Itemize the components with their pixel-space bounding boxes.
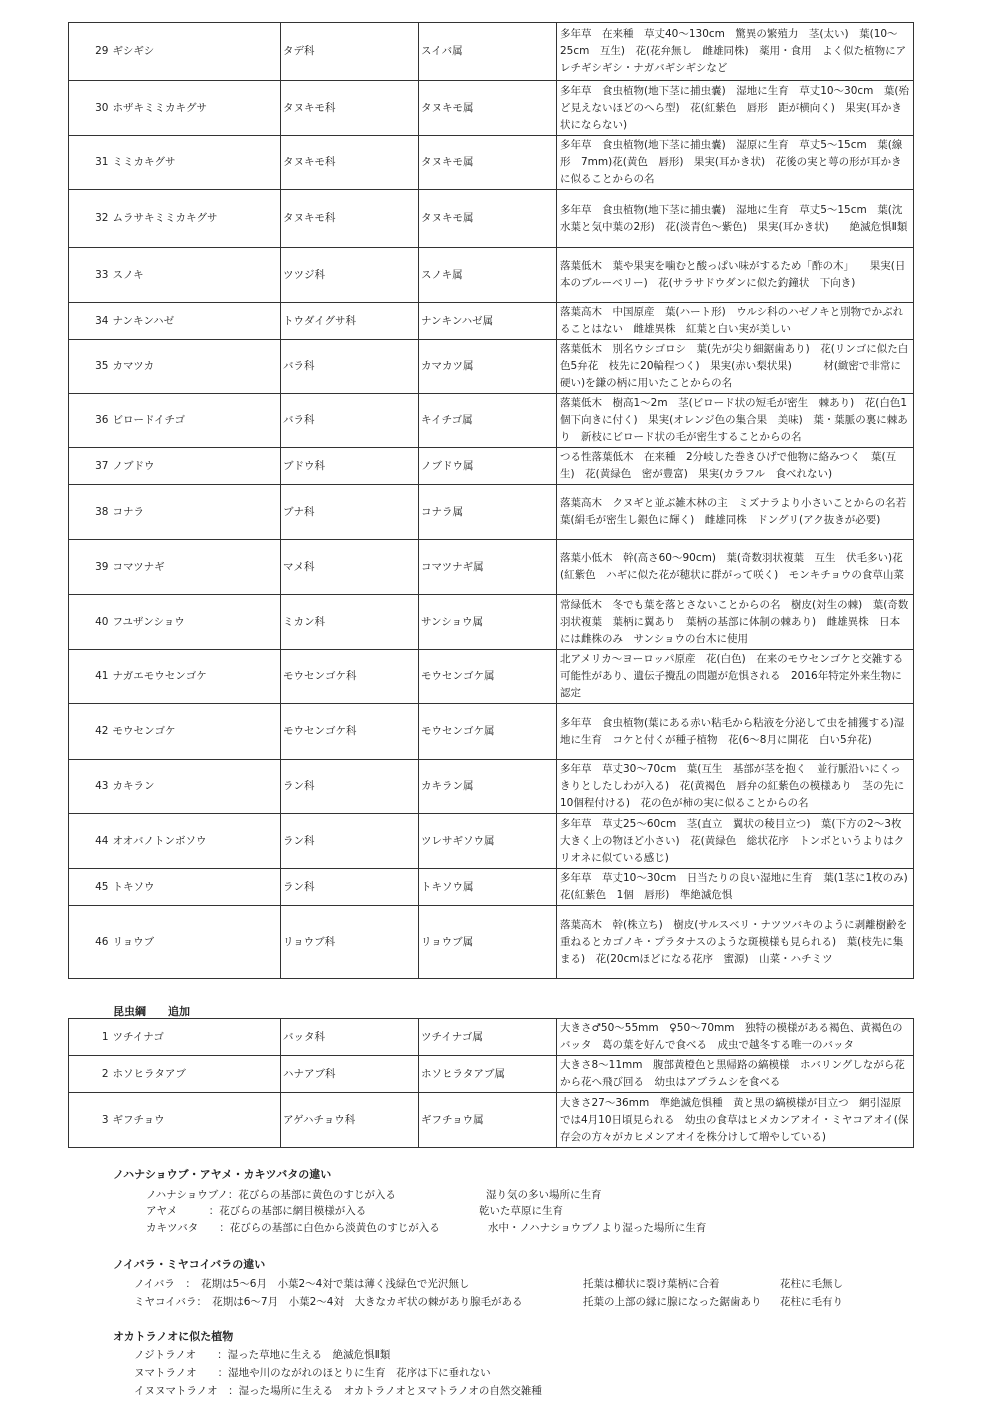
row-number: 42 — [69, 704, 111, 760]
genus-name: ツレサギソウ属 — [419, 814, 557, 869]
row-number: 33 — [69, 248, 111, 303]
genus-name: カマカツ属 — [419, 340, 557, 394]
family-name: タヌキモ科 — [281, 136, 419, 190]
plant-row — [69, 394, 914, 448]
row-number: 36 — [69, 394, 111, 448]
genus-name: ギフチョウ属 — [419, 1093, 557, 1148]
family-name: ラン科 — [281, 814, 419, 869]
species-description: 多年草 食虫植物(葉にある赤い粘毛から粘液を分泌して虫を捕獲する)湿地に生育 コケと付くが種子植物 花(6～8月に開花 白い5弁花) — [557, 704, 914, 760]
genus-name: ホソヒラタアブ属 — [419, 1056, 557, 1093]
species-description: 多年草 草丈25～60cm 茎(直立 翼状の稜目立つ) 葉(下方の2～3枚大きく上の物ほど小さい) 花(黄緑色 総状花序 トンボというよりはクリオネに似ている感じ) — [557, 814, 914, 869]
plant-row — [69, 190, 914, 248]
plant-row — [69, 540, 914, 595]
family-name: タデ科 — [281, 23, 419, 81]
plant-row — [69, 704, 914, 760]
species-description: 大きさ♂50～55mm ♀50～70mm 独特の模様がある褐色、黄褐色のバッタ 葛の葉を好んで食べる 成虫で越冬する唯一のバッタ — [557, 1019, 914, 1056]
row-number: 43 — [69, 760, 111, 814]
genus-name: スイバ属 — [419, 23, 557, 81]
species-description: 多年草 在来種 草丈40～130cm 驚異の繁殖力 茎(太い) 葉(10～25cm 互生) 花(花弁無し 雌雄同株) 薬用・食用 よく似た植物にアレチギシギシ・ナガバギシギシなど — [557, 23, 914, 81]
iris-comparison-title: ノハナショウブ・アヤメ・カキツバタの違い — [113, 1168, 332, 1181]
family-name: ラン科 — [281, 869, 419, 906]
genus-name: コナラ属 — [419, 485, 557, 540]
species-description: つる性落葉低木 在来種 2分岐した巻きひげで他物に絡みつく 葉(互生) 花(黄緑色 密が豊富) 果実(カラフル 食べれない) — [557, 448, 914, 485]
rose-row-2-b: 托葉の上部の縁に腺になった鋸歯あり — [583, 1296, 762, 1308]
plant-row — [69, 760, 914, 814]
species-name: ホザキミミカキグサ — [111, 81, 281, 136]
family-name: バラ科 — [281, 394, 419, 448]
family-name: タヌキモ科 — [281, 190, 419, 248]
species-description: 落葉低木 別名ウシゴロシ 葉(先が尖り細鋸歯あり) 花(リンゴに似た白色5弁花 枝先に20輪程つく) 果実(赤い梨状果) 材(緻密で非常に硬い)を鎌の柄に用いたことからの名 — [557, 340, 914, 394]
row-number: 32 — [69, 190, 111, 248]
species-description: 多年草 食虫植物(地下茎に捕虫嚢) 湿地に生育 草丈10～30cm 葉(殆ど見えないほどのへら型) 花(紅紫色 唇形 距が横向く) 果実(耳かき状にならない) — [557, 81, 914, 136]
plant-row — [69, 448, 914, 485]
row-number: 1 — [69, 1019, 111, 1056]
species-description: 多年草 食虫植物(地下茎に捕虫嚢) 湿地に生育 草丈5～15cm 葉(沈水葉と気中葉の2形) 花(淡青色～紫色) 果実(耳かき状) 絶滅危惧Ⅱ類 — [557, 190, 914, 248]
plant-table — [68, 22, 919, 979]
insect-row — [69, 1093, 914, 1148]
family-name: ミカン科 — [281, 595, 419, 650]
row-number: 29 — [69, 23, 111, 81]
row-number: 39 — [69, 540, 111, 595]
family-name: モウセンゴケ科 — [281, 704, 419, 760]
species-description: 北アメリカ～ヨーロッパ原産 花(白色) 在来のモウセンゴケと交雑する可能性があり、遺伝子攪乱の問題が危惧される 2016年特定外来生物に認定 — [557, 650, 914, 704]
iris-row-1-b: 湿り気の多い場所に生育 — [486, 1189, 602, 1201]
family-name: マメ科 — [281, 540, 419, 595]
iris-row-1-a: ノハナショウブノ：花びらの基部に黄色のすじが入る — [146, 1189, 396, 1201]
family-name: ツツジ科 — [281, 248, 419, 303]
species-description: 多年草 草丈10～30cm 日当たりの良い湿地に生育 葉(1茎に1枚のみ) 花(紅紫色 1個 唇形) 準絶滅危惧 — [557, 869, 914, 906]
loosestrife-row-3: イヌヌマトラノオ ：湿った場所に生える オカトラノオとヌマトラノオの自然交雑種 — [134, 1385, 542, 1397]
species-name: ムラサキミミカキグサ — [111, 190, 281, 248]
loosestrife-row-1: ノジトラノオ ：湿った草地に生える 絶滅危惧Ⅱ類 — [134, 1349, 391, 1361]
species-description: 大きさ27～36mm 準絶滅危惧種 黄と黒の縞模様が目立つ 網引湿原では4月10日頃見られる 幼虫の食草はヒメカンアオイ・ミヤコアオイ(保存会の方々がカヒメンアオイを株分けして増やしている) — [557, 1093, 914, 1148]
genus-name: キイチゴ属 — [419, 394, 557, 448]
species-name: コナラ — [111, 485, 281, 540]
plant-row — [69, 81, 914, 136]
rose-row-1-c: 花柱に毛無し — [780, 1278, 843, 1290]
insect-table — [68, 1018, 914, 1148]
species-name: ビロードイチゴ — [111, 394, 281, 448]
row-number: 31 — [69, 136, 111, 190]
genus-name: ナンキンハゼ属 — [419, 303, 557, 340]
genus-name: ツチイナゴ属 — [419, 1019, 557, 1056]
iris-row-3-a: カキツバタ ：花びらの基部に白色から淡黄色のすじが入る — [146, 1222, 440, 1234]
plant-row — [69, 23, 914, 81]
species-name: トキソウ — [111, 869, 281, 906]
species-name: カキラン — [111, 760, 281, 814]
insect-row — [69, 1056, 914, 1093]
genus-name: スノキ属 — [419, 248, 557, 303]
row-number: 2 — [69, 1056, 111, 1093]
iris-row-3-b: 水中・ノハナショウブノより湿った場所に生育 — [488, 1222, 707, 1234]
family-name: ラン科 — [281, 760, 419, 814]
species-description: 落葉低木 樹高1～2m 茎(ビロード状の短毛が密生 棘あり) 花(白色1個下向きに付く) 果実(オレンジ色の集合果 美味) 葉・葉脈の裏に棘あり 新枝にビロード状の毛が密生することからの名 — [557, 394, 914, 448]
genus-name: タヌキモ属 — [419, 81, 557, 136]
species-description: 多年草 食虫植物(地下茎に捕虫嚢) 湿原に生育 草丈5～15cm 葉(線形 7mm)花(黄色 唇形) 果実(耳かき状) 花後の実と萼の形が耳かきに似ることからの名 — [557, 136, 914, 190]
insect-section-heading: 昆虫綱 追加 — [113, 1005, 190, 1018]
family-name: バッタ科 — [281, 1019, 419, 1056]
insect-row — [69, 1019, 914, 1056]
genus-name: タヌキモ属 — [419, 190, 557, 248]
rose-row-2-c: 花柱に毛有り — [780, 1296, 843, 1308]
species-name: ナガエモウセンゴケ — [111, 650, 281, 704]
loosestrife-title: オカトラノオに似た植物 — [113, 1330, 234, 1343]
iris-row-2-b: 乾いた草原に生育 — [479, 1205, 563, 1217]
row-number: 34 — [69, 303, 111, 340]
family-name: アゲハチョウ科 — [281, 1093, 419, 1148]
family-name: バラ科 — [281, 340, 419, 394]
family-name: ハナアブ科 — [281, 1056, 419, 1093]
family-name: モウセンゴケ科 — [281, 650, 419, 704]
row-number: 46 — [69, 906, 111, 979]
row-number: 40 — [69, 595, 111, 650]
species-description: 落葉小低木 幹(高さ60～90cm) 葉(奇数羽状複葉 互生 伏毛多い)花(紅紫色 ハギに似た花が穂状に群がって咲く) モンキチョウの食草山菜 — [557, 540, 914, 595]
genus-name: ノブドウ属 — [419, 448, 557, 485]
rose-row-2-a: ミヤコイバラ： 花期は6～7月 小葉2～4対 大きなカギ状の棘があり腺毛がある — [134, 1296, 523, 1308]
species-name: カマツカ — [111, 340, 281, 394]
plant-row — [69, 340, 914, 394]
row-number: 3 — [69, 1093, 111, 1148]
rose-row-1-a: ノイバラ ： 花期は5～6月 小葉2～4対で葉は薄く浅緑色で光沢無し — [134, 1278, 470, 1290]
species-name: コマツナギ — [111, 540, 281, 595]
species-name: ナンキンハゼ — [111, 303, 281, 340]
plant-row — [69, 814, 914, 869]
species-name: モウセンゴケ — [111, 704, 281, 760]
species-description: 常緑低木 冬でも葉を落とさないことからの名 樹皮(対生の棘) 葉(奇数羽状複葉 葉柄に翼あり 葉柄の基部に体制の棘あり) 雌雄異株 日本には雌株のみ サンショウの台木に使用 — [557, 595, 914, 650]
plant-row — [69, 248, 914, 303]
loosestrife-row-2: ヌマトラノオ ：湿地や川のながれのほとりに生育 花序は下に垂れない — [134, 1367, 491, 1379]
species-name: オオバノトンボソウ — [111, 814, 281, 869]
family-name: トウダイグサ科 — [281, 303, 419, 340]
plant-row — [69, 595, 914, 650]
species-name: ミミカキグサ — [111, 136, 281, 190]
species-description: 大きさ8～11mm 腹部黄橙色と黒帰路の縞模様 ホバリングしながら花から花へ飛び回る 幼虫はアブラムシを食べる — [557, 1056, 914, 1093]
genus-name: カキラン属 — [419, 760, 557, 814]
species-name: ホソヒラタアブ — [111, 1056, 281, 1093]
plant-row — [69, 303, 914, 340]
family-name: ブドウ科 — [281, 448, 419, 485]
row-number: 38 — [69, 485, 111, 540]
rose-comparison-title: ノイバラ・ミヤコイバラの違い — [113, 1258, 266, 1271]
row-number: 37 — [69, 448, 111, 485]
row-number: 30 — [69, 81, 111, 136]
row-number: 44 — [69, 814, 111, 869]
genus-name: サンショウ属 — [419, 595, 557, 650]
genus-name: タヌキモ属 — [419, 136, 557, 190]
plant-row — [69, 869, 914, 906]
family-name: ブナ科 — [281, 485, 419, 540]
genus-name: モウセンゴケ属 — [419, 650, 557, 704]
row-number: 45 — [69, 869, 111, 906]
species-description: 多年草 草丈30～70cm 葉(互生 基部が茎を抱く 並行脈沿いにくっきりとしたしわが入る) 花(黄褐色 唇弁の紅紫色の模様あり 茎の先に10個程付ける) 花の色が柿の実に似ることからの名 — [557, 760, 914, 814]
row-number: 41 — [69, 650, 111, 704]
species-description: 落葉高木 クヌギと並ぶ雑木林の主 ミズナラより小さいことからの名若葉(絹毛が密生し銀色に輝く) 雌雄同株 ドングリ(アク抜きが必要) — [557, 485, 914, 540]
genus-name: モウセンゴケ属 — [419, 704, 557, 760]
species-name: ギシギシ — [111, 23, 281, 81]
species-name: フユザンショウ — [111, 595, 281, 650]
plant-row — [69, 650, 914, 704]
genus-name: トキソウ属 — [419, 869, 557, 906]
iris-row-2-a: アヤメ ：花びらの基部に網目模様が入る — [146, 1205, 367, 1217]
plant-row — [69, 136, 914, 190]
species-name: ツチイナゴ — [111, 1019, 281, 1056]
genus-name: リョウブ属 — [419, 906, 557, 979]
species-name: スノキ — [111, 248, 281, 303]
species-description: 落葉高木 幹(株立ち) 樹皮(サルスベリ・ナツツバキのように剥離樹齢を重ねるとカゴノキ・プラタナスのような斑模様も見られる) 葉(枝先に集まる) 花(20cmほどになる花序 蜜源) 山菜・ハチミツ — [557, 906, 914, 979]
species-description: 落葉高木 中国原産 葉(ハート形) ウルシ科のハゼノキと別物でかぶれることはない 雌雄異株 紅葉と白い実が美しい — [557, 303, 914, 340]
genus-name: コマツナギ属 — [419, 540, 557, 595]
rose-row-1-b: 托葉は櫛状に裂け葉柄に合着 — [583, 1278, 720, 1290]
family-name: タヌキモ科 — [281, 81, 419, 136]
species-name: リョウブ — [111, 906, 281, 979]
species-name: ギフチョウ — [111, 1093, 281, 1148]
plant-row — [69, 485, 914, 540]
family-name: リョウブ科 — [281, 906, 419, 979]
plant-row — [69, 906, 914, 979]
species-description: 落葉低木 葉や果実を噛むと酸っぱい味がするため「酢の木」 果実(日本のブルーベリー) 花(サラサドウダンに似た釣鐘状 下向き) — [557, 248, 914, 303]
row-number: 35 — [69, 340, 111, 394]
species-name: ノブドウ — [111, 448, 281, 485]
